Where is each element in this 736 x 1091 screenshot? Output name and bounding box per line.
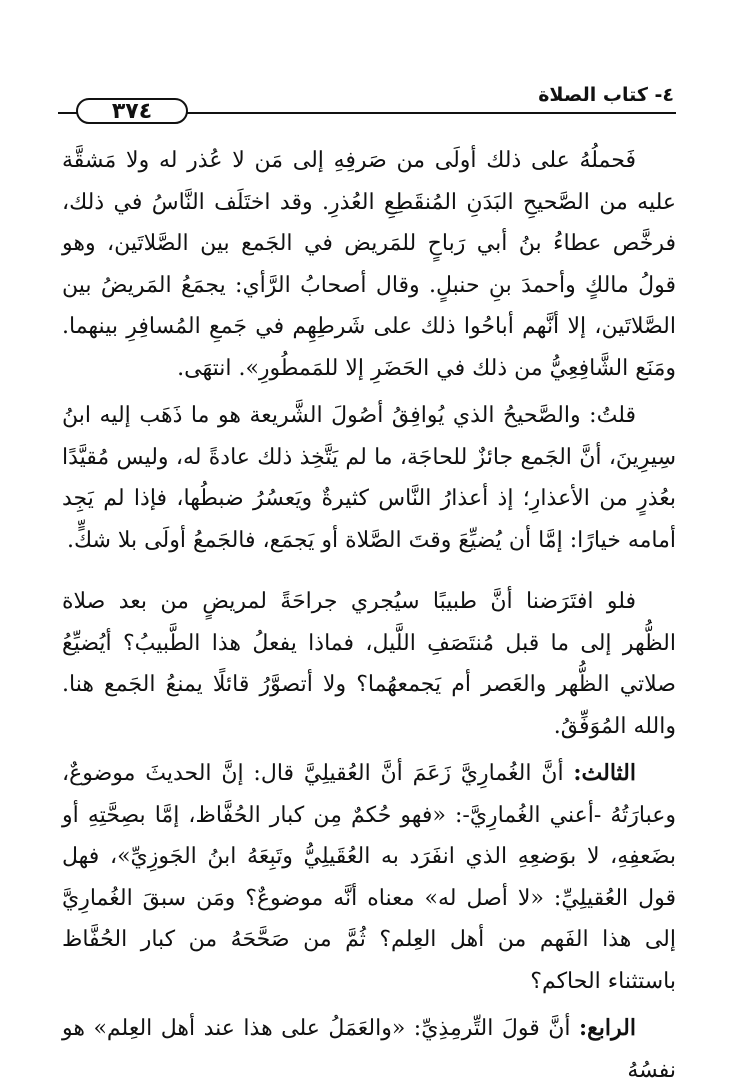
paragraph (62, 1008, 676, 1091)
paragraph-text: أنَّ الغُمارِيَّ زَعَمَ أنَّ العُقيلِيَّ قال: إنَّ الحديثَ موضوعٌ، وعبارَتُهُ -أعني الغُمارِيَّ-: «فهو حُكمٌ مِن كبار الحُفَّاظ، إمَّا بصِحَّتِهِ أو بضَعفِهِ، لا بوَضعِهِ الذي انفَرَد به العُقَيلِيُّ وتَبِعَهُ ابنُ الجَوزِيِّ»، فهل قول العُقيلِيِّ: «لا أصل له» معناه أنَّه موضوعٌ؟ ومَن سبقَ الغُمارِيَّ إلى هذا الفَهم من أهل العِلم؟ ثُمَّ من صَحَّحَهُ من كبار الحُفَّاظ باستثناء الحاكم؟ (62, 761, 676, 994)
page-header (58, 84, 676, 124)
page-body (62, 140, 676, 1091)
paragraph-lead: الرابع: (578, 1015, 636, 1041)
paragraph-text: قلتُ: والصَّحيحُ الذي يُوافِقُ أصُولَ الشَّريعة هو ما ذَهَب إليه ابنُ سِيرِينَ، أنَّ الجَمع جائزٌ للحاجَة، ما لم يَتَّخِذ ذلك عادةً له، وليس مُقيَّدًا بعُذرٍ من الأعذارِ؛ إذ أعذارُ النَّاس كثيرةٌ ويَعسُرُ ضبطُها، فإذا لم يَجِد أمامه خيارًا: إمَّا أن يُضيِّعَ وقتَ الصَّلاة أو يَجمَع، فالجَمعُ أولَى بلا شكٍّ. (62, 403, 676, 553)
paragraph (62, 753, 676, 1002)
paragraph-text: أنَّ قولَ التِّرمِذِيِّ: «والعَمَلُ على هذا عند أهل العِلم» هو نفسُهُ (62, 1016, 676, 1083)
page-number: ٣٧٤ (76, 98, 188, 124)
paragraph-lead: الثالث: (573, 760, 636, 786)
paragraph-text: فَحملُهُ على ذلك أولَى من صَرفِهِ إلى مَن لا عُذر له ولا مَشقَّة عليه من الصَّحيحِ البَدَنِ المُنقَطِعِ العُذرِ. وقد اختَلَف النَّاسُ في ذلك، فرخَّص عطاءُ بنُ أبي رَباحٍ للمَريض في الجَمع بين الصَّلاتَين، وهو قولُ مالكٍ وأحمدَ بنِ حنبلٍ. وقال أصحابُ الرَّأي: يجمَعُ المَريضُ بين الصَّلاتَين، إلا أنَّهم أباحُوا ذلك على شَرطِهِم في جَمعِ المُسافِرِ بينهما. ومَنَع الشَّافِعِيُّ من ذلك في الحَضَرِ إلا للمَمطُورِ». انتهَى. (62, 148, 676, 381)
running-title: ٤- كتاب الصلاة (538, 84, 674, 106)
paragraph (62, 395, 676, 561)
paragraph-text: فلو افتَرَضنا أنَّ طبيبًا سيُجري جراحَةً لمريضٍ من بعد صلاة الظُّهر إلى ما قبل مُنتَصَفِ اللَّيل، فماذا يفعلُ هذا الطَّبيبُ؟ أيُضيِّعُ صلاتي الظُّهر والعَصر أم يَجمعهُما؟ ولا أتصوَّرُ قائلًا يمنعُ الجَمع هنا. والله المُوَفِّقُ. (62, 589, 676, 739)
paragraph (62, 581, 676, 747)
paragraph (62, 140, 676, 389)
